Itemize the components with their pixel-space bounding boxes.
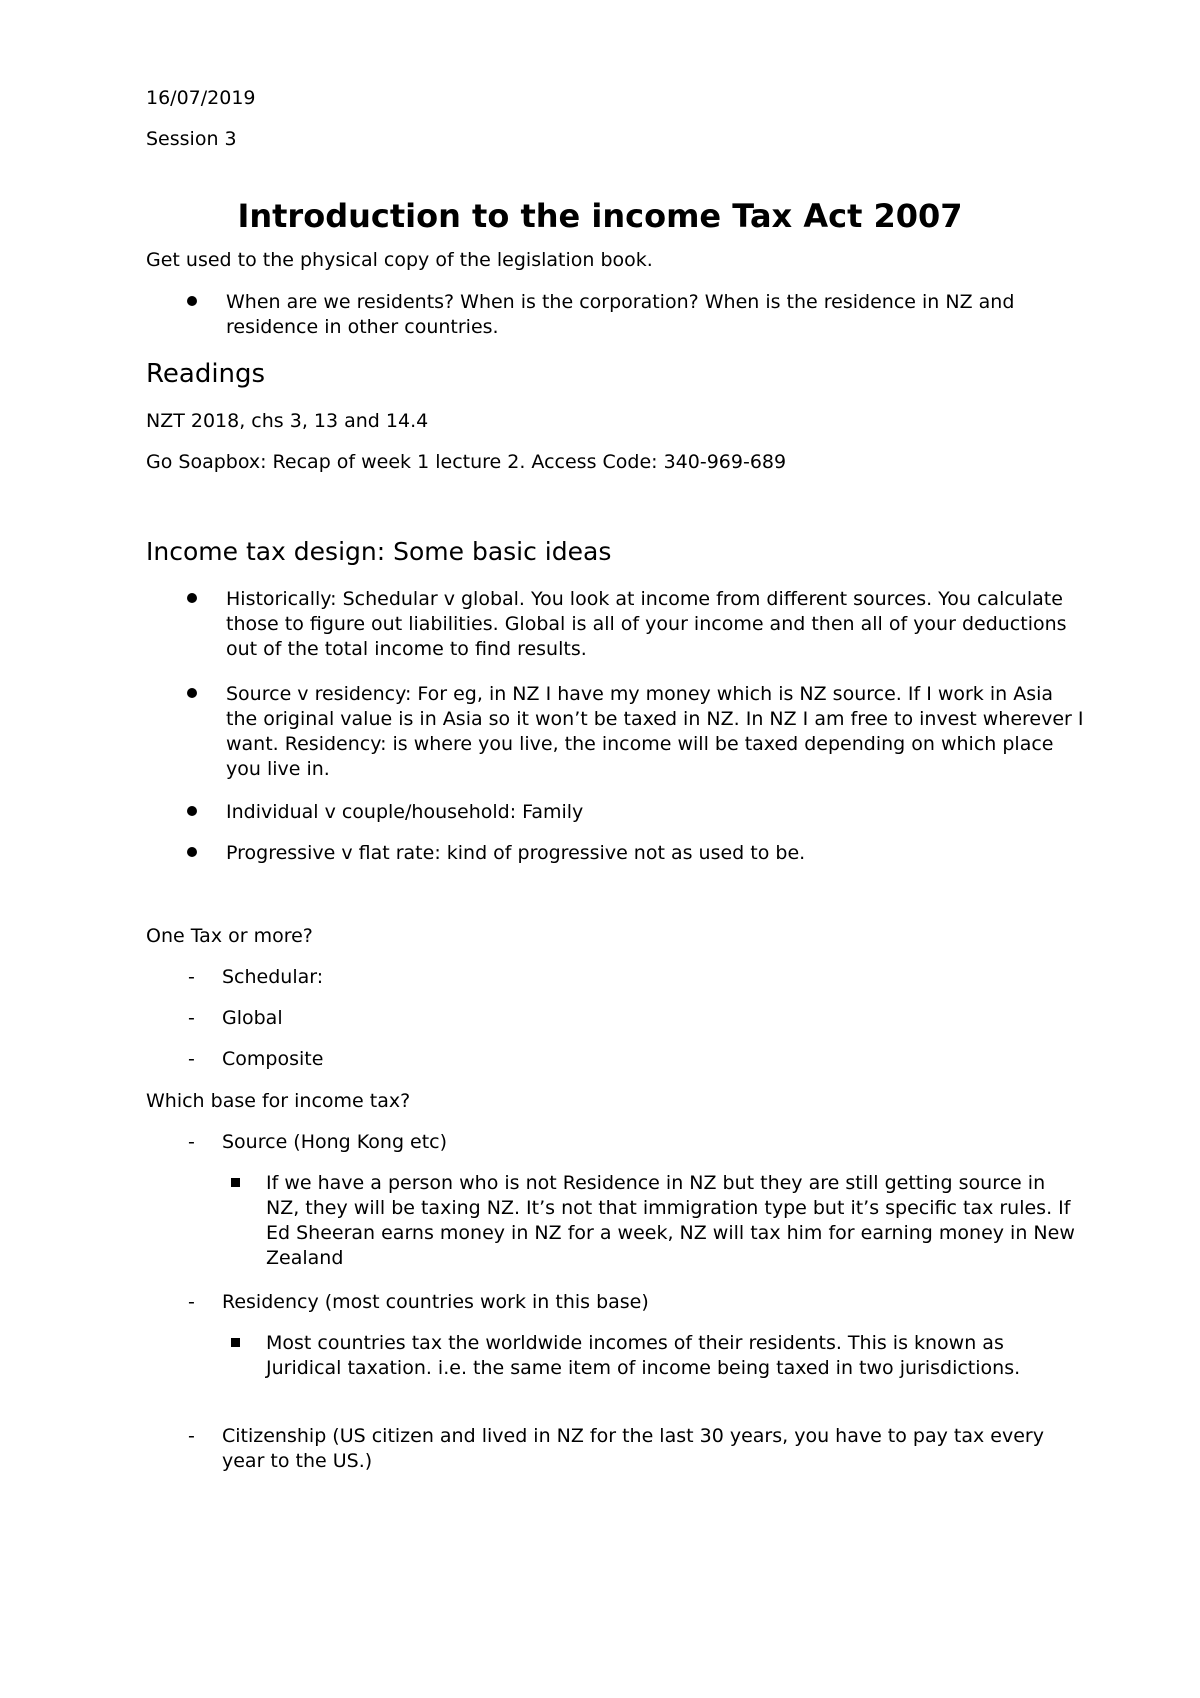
design-heading: Income tax design: Some basic ideas [146,537,612,566]
dash-list-item: Composite [222,1048,324,1070]
residency-detail: Most countries tax the worldwide incomes of their residents. This is known as Juridical taxation. i.e. the same item of income being taxed in two jurisdictions. [266,1332,1021,1379]
square-bullet-icon [231,1338,240,1347]
bullet-icon [187,688,197,698]
dash-list-item: Source (Hong Kong etc) [222,1131,448,1153]
dash-list-item: Global [222,1007,283,1029]
dash-list-item: Schedular: [222,966,324,988]
dash-list-item: Citizenship (US citizen and lived in NZ for the last 30 years, you have to pay tax every year to the US.) [222,1425,1044,1472]
intro-text: Get used to the physical copy of the legislation book. [146,249,653,271]
intro-bullet-item: When are we residents? When is the corporation? When is the residence in NZ and residence in other countries. [226,291,1015,338]
readings-line: Go Soapbox: Recap of week 1 lecture 2. Access Code: 340-969-689 [146,451,787,473]
dash-marker: - [188,1007,195,1029]
design-bullet-item: Source v residency: For eg, in NZ I have my money which is NZ source. If I work in Asia the original value is in Asia so it won’t be taxed in NZ. In NZ I am free to invest wherever I want. Residency: is where you live, the income will be taxed depending on which place you live in. [226,683,1084,780]
date-text: 16/07/2019 [146,87,256,109]
dash-list-item: Residency (most countries work in this base) [222,1291,649,1313]
bullet-icon [187,847,197,857]
bullet-icon [187,806,197,816]
bullet-icon [187,593,197,603]
design-bullet-item: Individual v couple/household: Family [226,801,584,823]
source-detail: If we have a person who is not Residence in NZ but they are still getting source in NZ, they will be taxing NZ. It’s not that immigration type but it’s specific tax rules. If Ed Sheeran earns money in NZ for a week, NZ will tax him for earning money in New Zealand [266,1172,1075,1269]
one-tax-question: One Tax or more? [146,925,313,947]
dash-marker: - [188,966,195,988]
session-text: Session 3 [146,128,237,150]
dash-marker: - [188,1291,195,1313]
dash-marker: - [188,1425,195,1447]
page-title: Introduction to the income Tax Act 2007 [237,197,963,235]
dash-marker: - [188,1048,195,1070]
readings-heading: Readings [146,359,266,389]
readings-line: NZT 2018, chs 3, 13 and 14.4 [146,410,429,432]
square-bullet-icon [231,1178,240,1187]
base-question: Which base for income tax? [146,1090,411,1112]
dash-marker: - [188,1131,195,1153]
design-bullet-item: Progressive v flat rate: kind of progressive not as used to be. [226,842,806,864]
design-bullet-item: Historically: Schedular v global. You look at income from different sources. You calculate those to figure out liabilities. Global is all of your income and then all of your deductions out of the total income to find results. [226,588,1067,660]
bullet-icon [187,296,197,306]
